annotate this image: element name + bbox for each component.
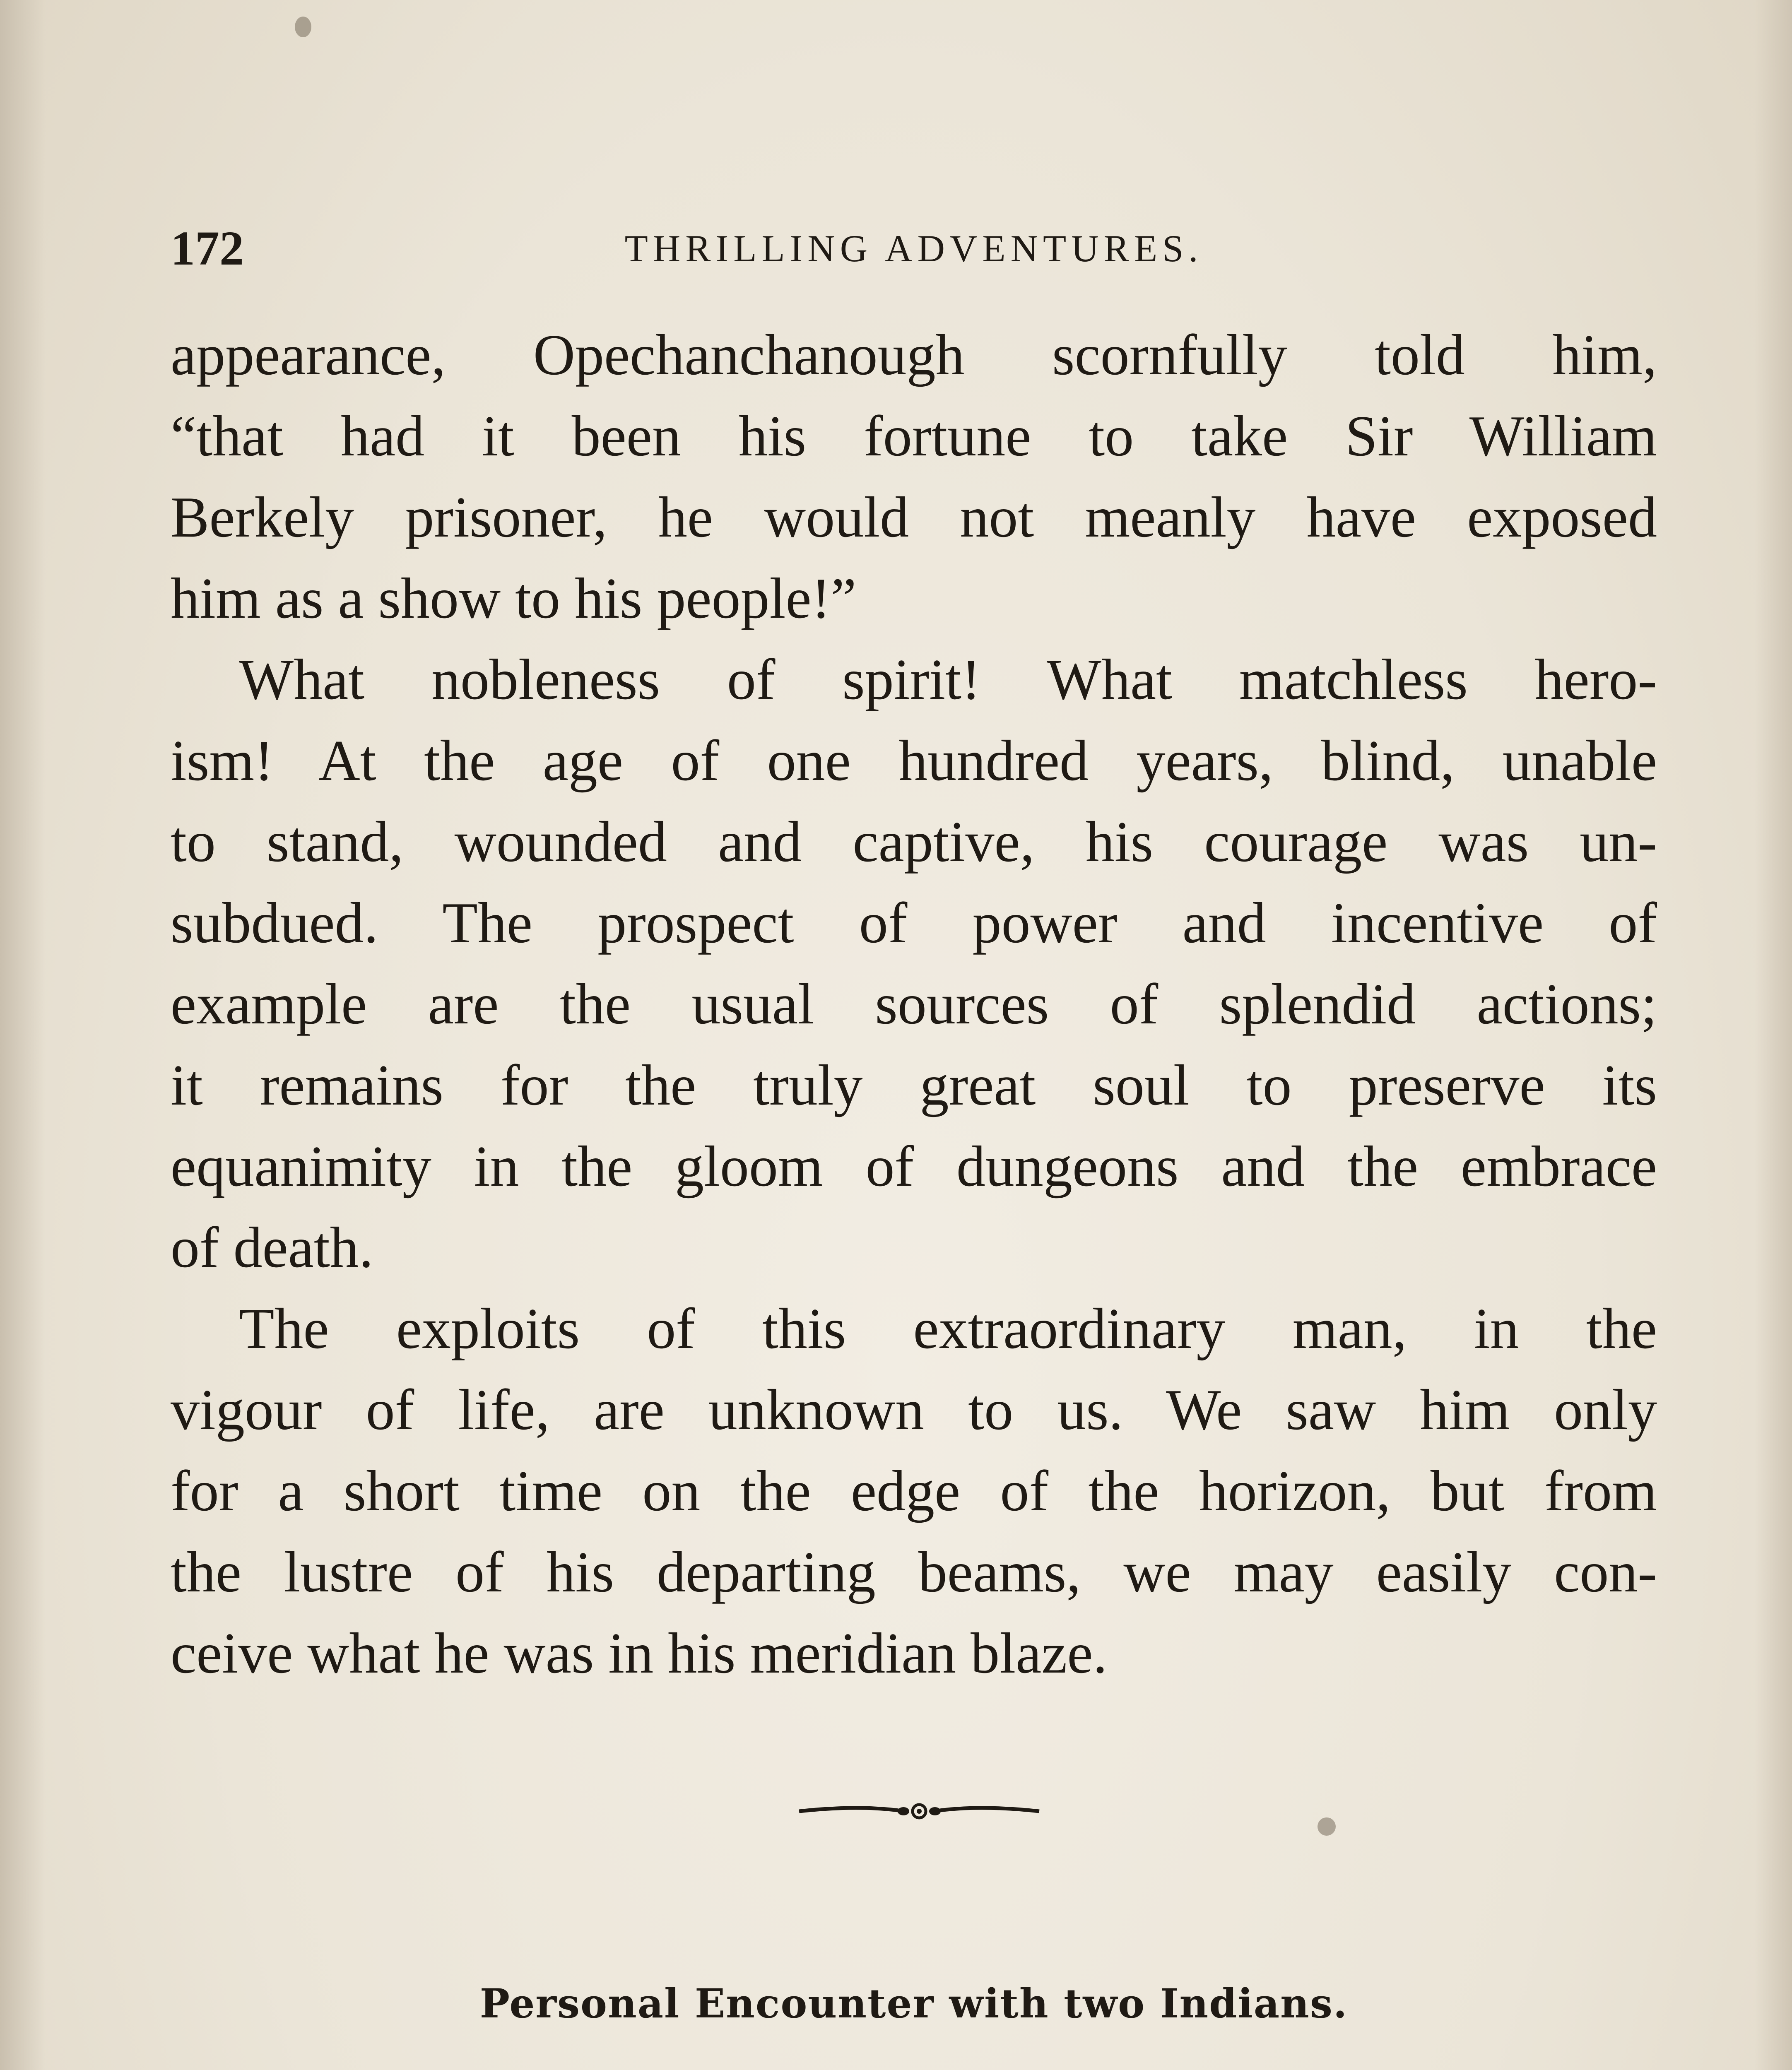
text-line: ism! At the age of one hundred years, blind, unable xyxy=(171,729,1657,793)
text-line: subdued. The prospect of power and incentive of xyxy=(171,891,1657,955)
text-line: “that had it been his fortune to take Sir William xyxy=(171,404,1657,468)
body-text-section-1 xyxy=(171,315,1657,1694)
text-line: for a short time on the edge of the horizon, but from xyxy=(171,1459,1657,1523)
text-line: appearance, Opechanchanough scornfully told him, xyxy=(171,323,1657,387)
text-line: of death. xyxy=(171,1216,373,1280)
section-divider-ornament xyxy=(795,1797,1043,1826)
section-heading: Personal Encounter with two Indians. xyxy=(479,1980,1348,2027)
text-line: example are the usual sources of splendid actions; xyxy=(171,972,1657,1036)
text-line: vigour of life, are unknown to us. We saw him only xyxy=(171,1378,1657,1442)
text-line: What nobleness of spirit! What matchless hero- xyxy=(239,647,1657,712)
text-line: equanimity in the gloom of dungeons and the embrace xyxy=(171,1134,1657,1199)
page-number: 172 xyxy=(171,221,244,275)
text-line: him as a show to his people!” xyxy=(171,566,857,631)
paper-speck xyxy=(1318,1817,1336,1836)
paper-speck xyxy=(295,17,311,37)
paragraph-continued xyxy=(171,315,1657,639)
text-line: it remains for the truly great soul to preserve its xyxy=(171,1053,1657,1117)
page-edge-shadow-left xyxy=(0,0,46,2070)
page-header xyxy=(171,215,1657,282)
text-line: to stand, wounded and captive, his courage was un- xyxy=(171,810,1657,874)
paragraph-nobleness xyxy=(171,639,1657,1288)
text-line: the lustre of his departing beams, we may easily con- xyxy=(171,1540,1657,1604)
text-line: ceive what he was in his meridian blaze. xyxy=(171,1621,1108,1685)
text-line: The exploits of this extraordinary man, in the xyxy=(239,1297,1657,1361)
text-line: Berkely prisoner, he would not meanly have exposed xyxy=(171,485,1657,549)
paragraph-exploits xyxy=(171,1288,1657,1694)
page-edge-shadow-right xyxy=(1755,0,1792,2070)
running-head: THRILLING ADVENTURES. xyxy=(624,227,1203,270)
